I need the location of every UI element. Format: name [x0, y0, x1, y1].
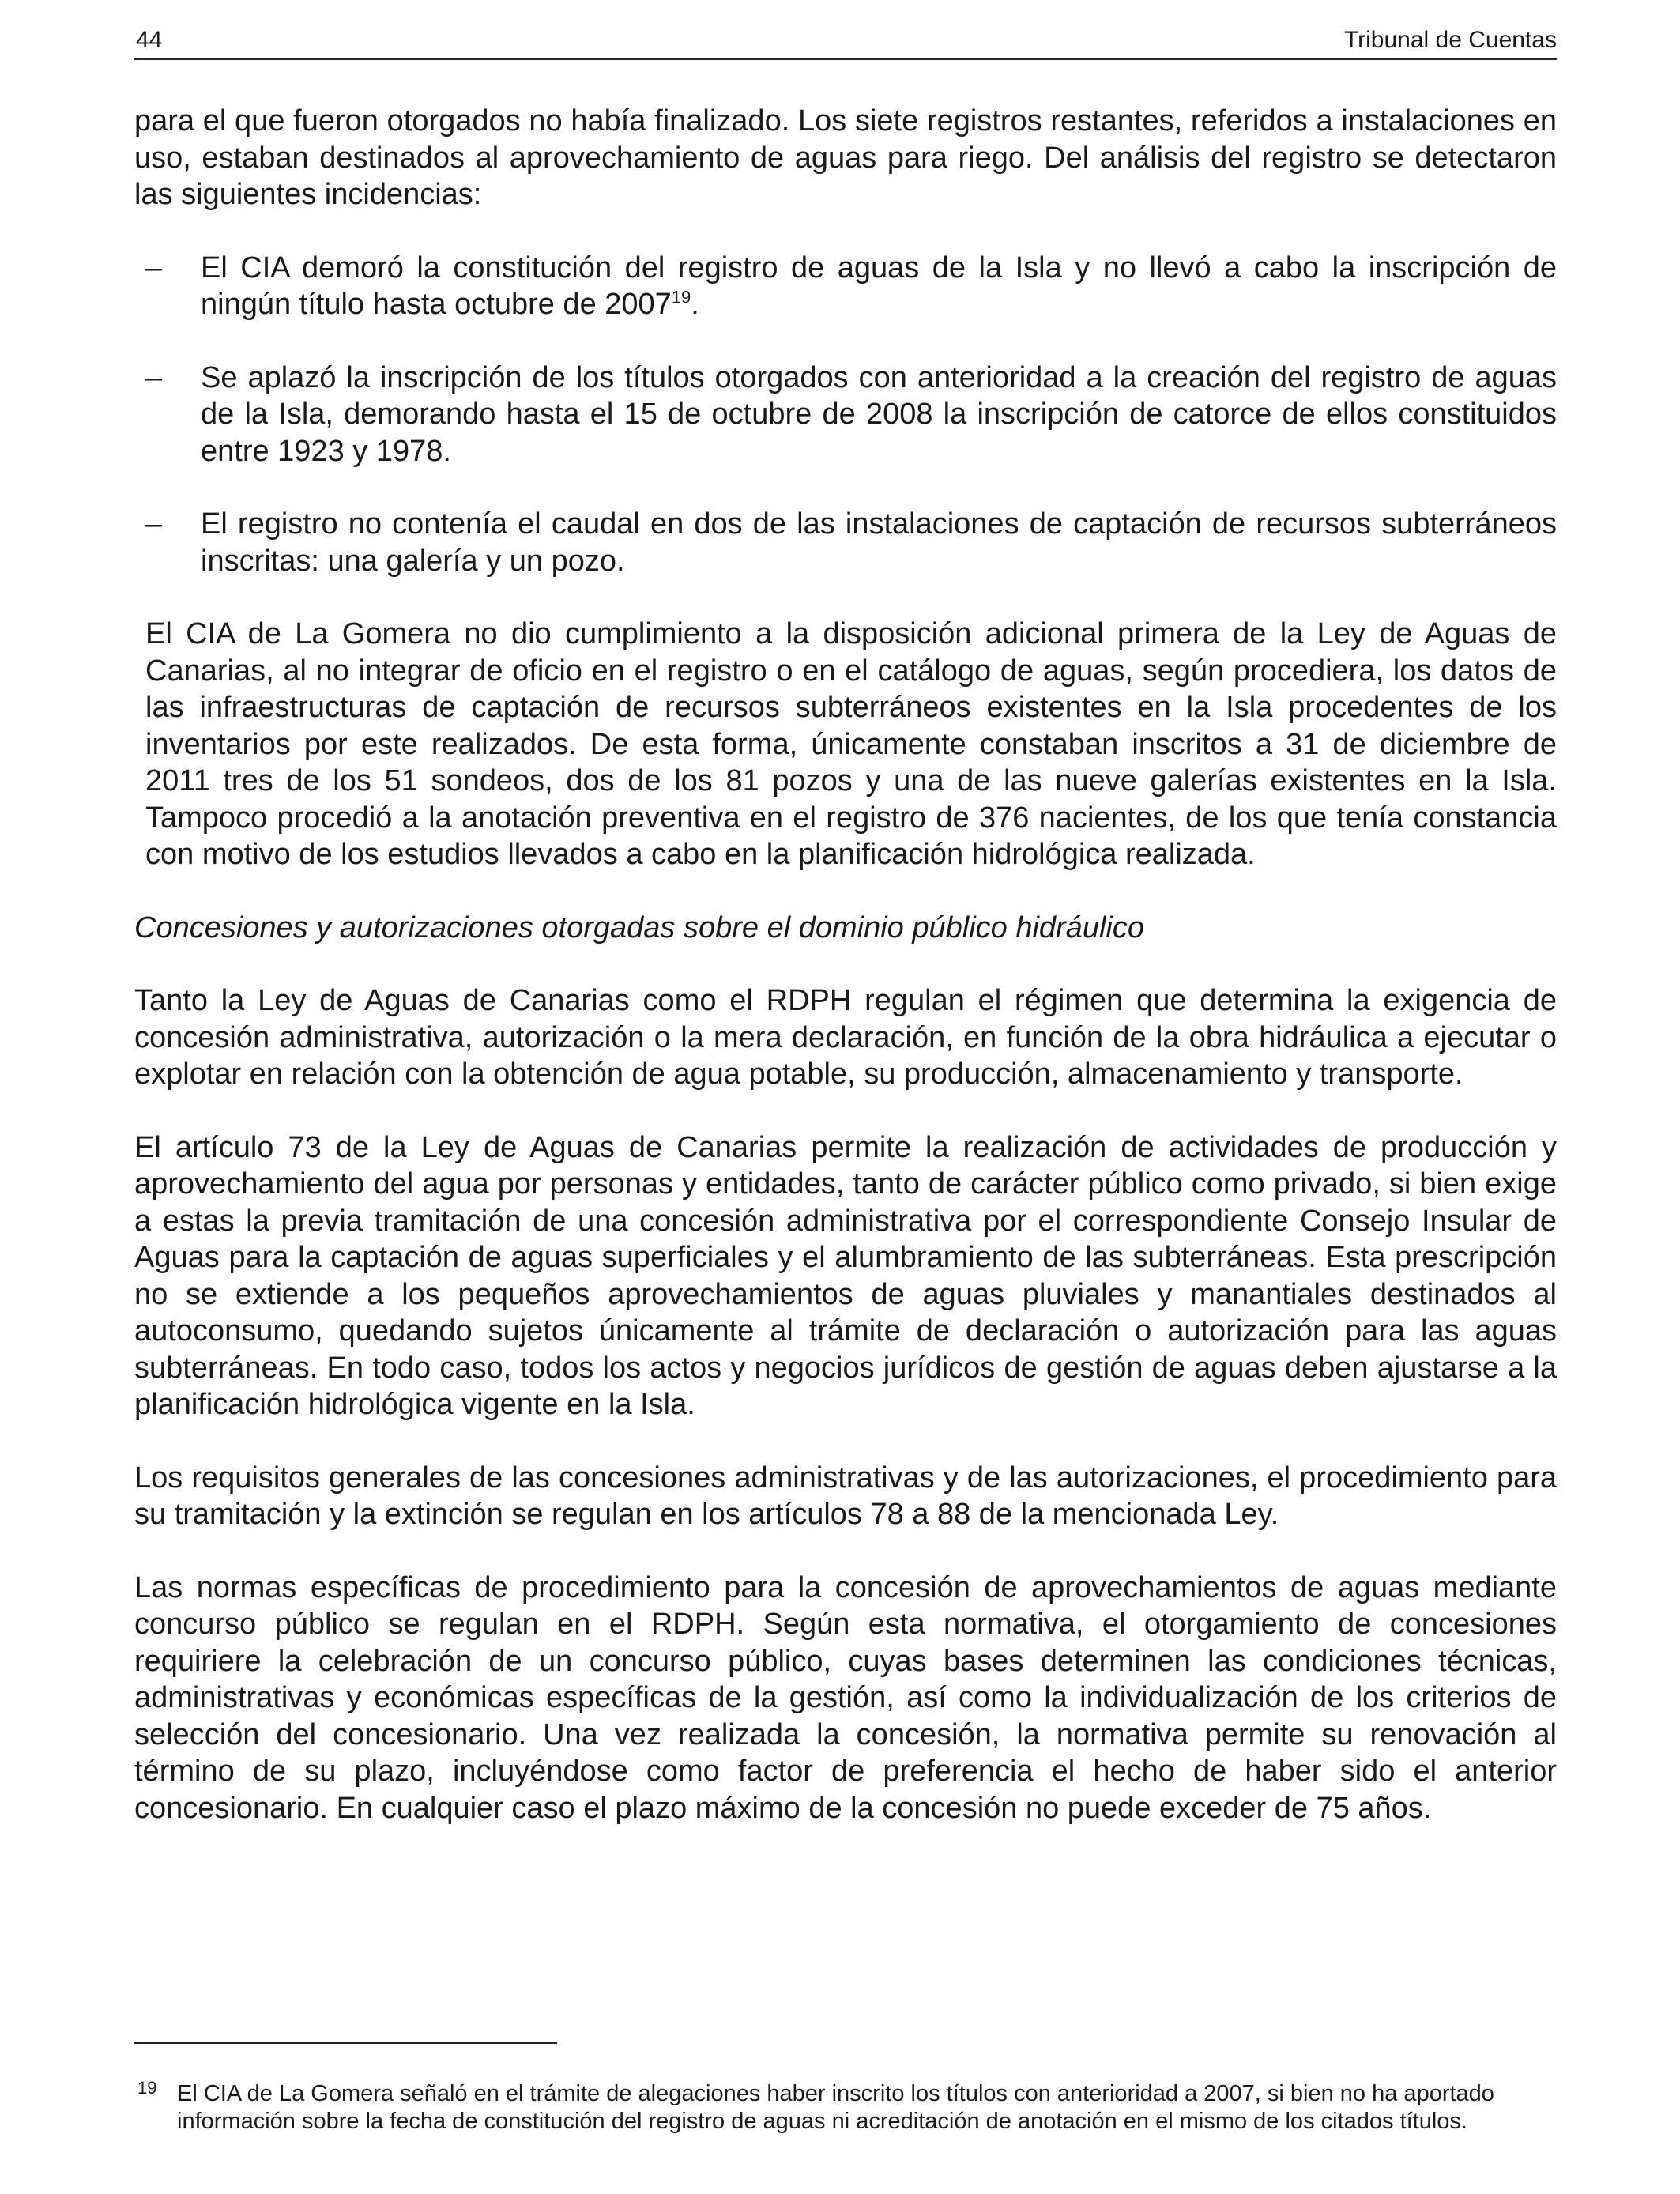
paragraph-6: Las normas específicas de procedimiento para la concesión de aprovechamientos de aguas mediante concurso público se regulan en el RDPH. Según esta normativa, el otorgamiento de concesiones requiriere la celebración de un concurso público, cuyas bases determinen las condiciones técnicas, administrativas y económicas específicas de la gestión, así como la individualización de los criterios de selección del concesionario. Una vez realizada la concesión, la normativa permite su renovación al término de su plazo, incluyéndose como factor de preferencia el hecho de haber sido el anterior concesionario. En cualquier caso el plazo máximo de la concesión no puede exceder de 75 años.: [134, 1570, 1557, 1825]
bullet-text-3: El registro no contenía el caudal en dos de las instalaciones de captación de recursos subterráneos inscritas: una galería y un pozo.: [201, 507, 1557, 578]
header-title: Tribunal de Cuentas: [1343, 27, 1557, 53]
bullet-text-1-end: .: [691, 288, 699, 321]
paragraph-3: Tanto la Ley de Aguas de Canarias como el RDPH regulan el régimen que determina la exigencia de concesión administrativa, autorización o la mera declaración, en función de la obra hidráulica a ejecutar o explotar en relación con la obtención de agua potable, su producción, almacenamiento y transporte.: [134, 984, 1557, 1091]
bullet-item-2: [134, 360, 1557, 470]
bullet-dash: –: [145, 507, 163, 541]
paragraph-1: para el que fueron otorgados no había finalizado. Los siete registros restantes, referidos a instalaciones en uso, estaban destinados al aprovechamiento de aguas para riego. Del análisis del registro se detectaron las siguientes incidencias:: [134, 104, 1557, 211]
footnote-text: El CIA de La Gomera señaló en el trámite de alegaciones haber inscrito los títulos con anterioridad a 2007, si bien no ha aportado información sobre la fecha de constitución del registro de aguas ni acreditación de anotación en el mismo de los citados títulos.: [177, 2081, 1494, 2134]
footnote-number: 19: [137, 2078, 157, 2098]
page-number: 44: [136, 27, 163, 53]
footnote-reference[interactable]: 19: [671, 287, 691, 307]
bullet-text-1: El CIA demoró la constitución del registro de aguas de la Isla y no llevó a cabo la inscripción de ningún título hasta octubre de 2007: [201, 251, 1557, 321]
paragraph-5: Los requisitos generales de las concesiones administrativas y de las autorizaciones, el procedimiento para su tramitación y la extinción se regulan en los artículos 78 a 88 de la mencionada Ley.: [134, 1461, 1557, 1531]
bullet-item-1: [134, 250, 1557, 323]
section-subheading: Concesiones y autorizaciones otorgadas sobre el dominio público hidráulico: [134, 910, 1144, 944]
bullet-item-3: [134, 506, 1557, 579]
paragraph-2: El CIA de La Gomera no dio cumplimiento a la disposición adicional primera de la Ley de Aguas de Canarias, al no integrar de oficio en el registro o en el catálogo de aguas, según procediera, los datos de las infraestructuras de captación de recursos subterráneos existentes en la Isla procedentes de los inventarios por este realizados. De esta forma, únicamente constaban inscritos a 31 de diciembre de 2011 tres de los 51 sondeos, dos de los 81 pozos y una de las nueve galerías existentes en la Isla. Tampoco procedió a la anotación preventiva en el registro de 376 nacientes, de los que tenía constancia con motivo de los estudios llevados a cabo en la planificación hidrológica realizada.: [145, 617, 1557, 871]
bullet-text-2: Se aplazó la inscripción de los títulos otorgados con anterioridad a la creación del registro de aguas de la Isla, demorando hasta el 15 de octubre de 2008 la inscripción de catorce de ellos constituidos entre 1923 y 1978.: [201, 360, 1557, 468]
paragraph-4: El artículo 73 de la Ley de Aguas de Canarias permite la realización de actividades de producción y aprovechamiento del agua por personas y entidades, tanto de carácter público como privado, si bien exige a estas la previa tramitación de una concesión administrativa por el correspondiente Consejo Insular de Aguas para la captación de aguas superficiales y el alumbramiento de las subterráneas. Esta prescripción no se extiende a los pequeños aprovechamientos de aguas pluviales y manantiales destinados al autoconsumo, quedando sujetos únicamente al trámite de declaración o autorización para las aguas subterráneas. En todo caso, todos los actos y negocios jurídicos de gestión de aguas deben ajustarse a la planificación hidrológica vigente en la Isla.: [134, 1130, 1557, 1421]
footnote: [134, 2080, 1557, 2136]
footnote-divider: [134, 2042, 557, 2044]
bullet-dash: –: [145, 251, 163, 285]
document-body: [134, 103, 1557, 1863]
page-header: [134, 24, 1557, 60]
bullet-dash: –: [145, 360, 163, 394]
